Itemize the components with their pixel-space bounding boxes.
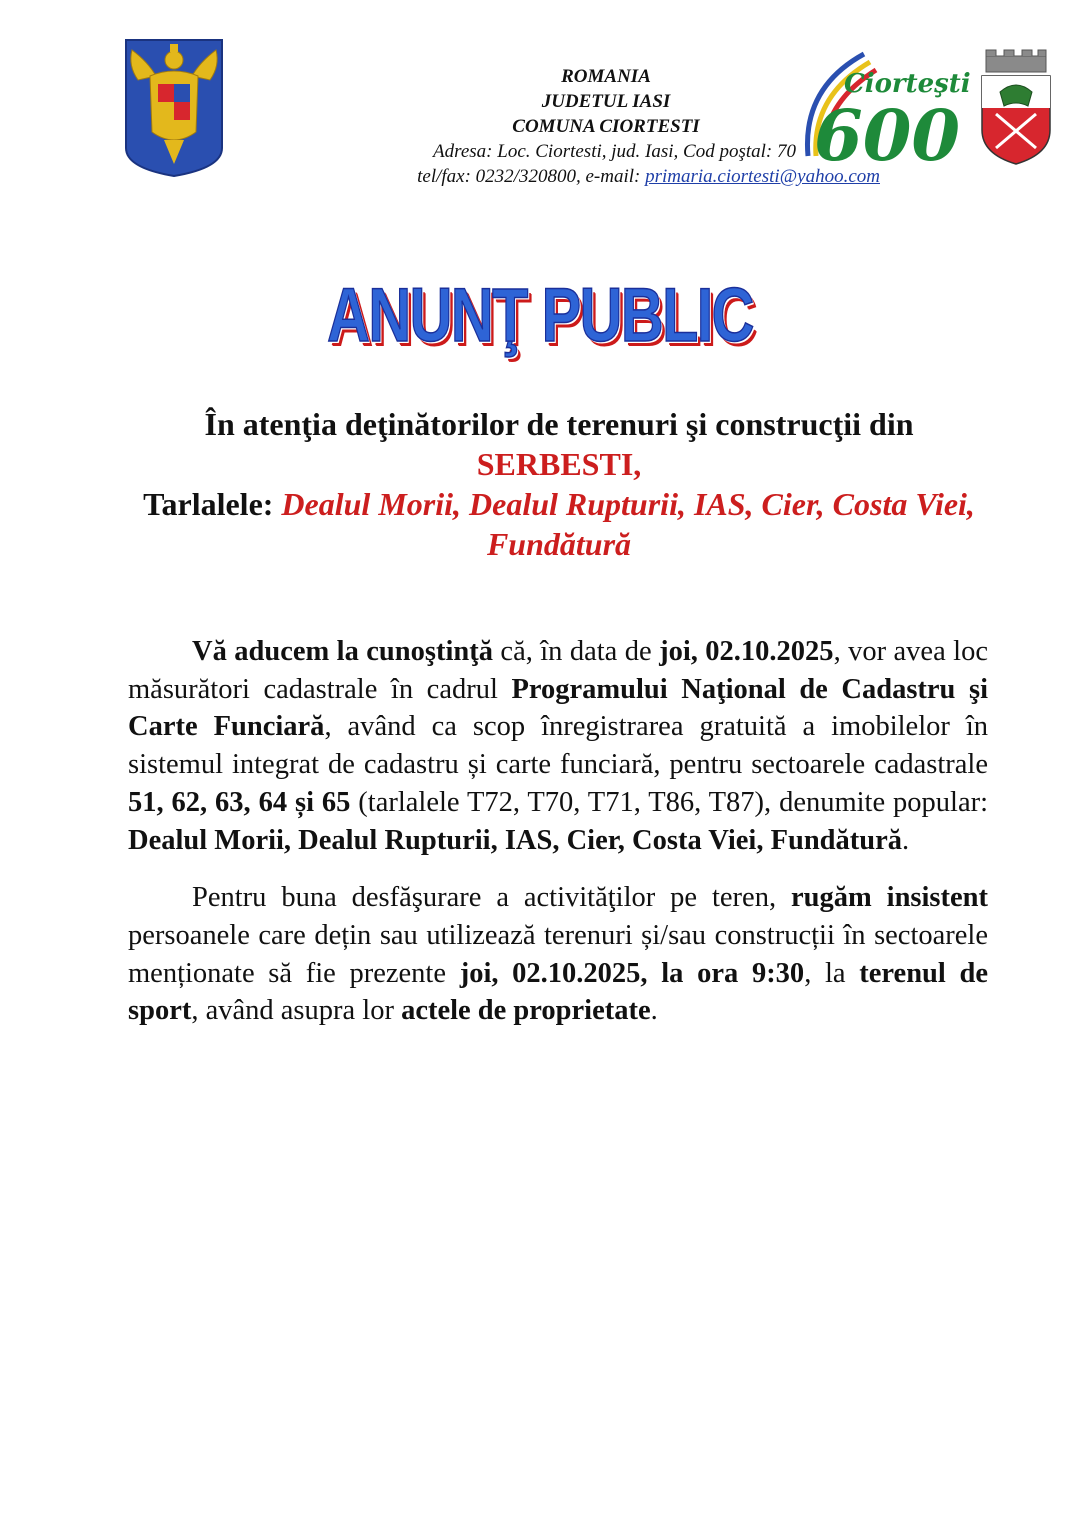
announcement-subheading <box>130 404 988 564</box>
paragraph-1 <box>128 633 988 859</box>
p2-text-3: , la <box>804 957 860 989</box>
subheading-line1: În atenţia deţinătorilor de terenuri şi construcţii din <box>204 406 914 442</box>
p2-documents: actele de proprietate <box>401 995 651 1027</box>
paragraph-2 <box>128 879 988 1030</box>
header-contact-prefix: tel/fax: 0232/320800, e-mail: <box>417 166 646 187</box>
p1-text-4: (tarlalele T72, T70, T71, T86, T87), denumite popular: <box>350 786 988 818</box>
announcement-title: ANUNŢ PUBLIC <box>327 273 753 358</box>
p1-date: joi, 02.10.2025 <box>659 636 834 667</box>
p1-text-2: , vor avea loc măsurători cadastrale în cadrul <box>128 636 988 705</box>
p2-text-4: , având asupra lor <box>191 995 402 1027</box>
ciortesti-600-logo-icon <box>794 48 971 177</box>
p1-text-1: că, în data de <box>492 636 660 667</box>
village-name: SERBESTI, <box>476 446 642 482</box>
p1-text-3: , având ca scop înregistrarea gratuită a imobilelor în sistemul integrat de cadastru și carte funciară, pentru sectoarele cadastrale <box>128 711 988 781</box>
header-country: ROMANIA <box>561 66 651 87</box>
romania-coat-of-arms-icon <box>124 36 224 178</box>
p2-text-2: persoanele care dețin sau utilizează terenuri și/sau construcții în sectoarele menționate să fie prezente <box>128 919 988 989</box>
p2-location: terenul de sport <box>128 957 988 1027</box>
commune-coat-of-arms-icon <box>978 48 1054 168</box>
p1-program: Programului Naţional de Cadastru şi Carte Funciară <box>128 673 988 743</box>
header-county: JUDETUL IASI <box>541 91 671 112</box>
p1-end: . <box>902 824 910 856</box>
email-link[interactable]: primaria.ciortesti@yahoo.com <box>645 166 880 187</box>
p2-request: rugăm insistent <box>791 882 989 914</box>
p1-intro: Vă aducem la cunoştinţă <box>192 636 493 667</box>
header-address: Adresa: Loc. Ciortesti, jud. Iasi, Cod poştal: 70 <box>433 141 796 162</box>
tarlale-line <box>130 484 988 564</box>
p2-end: . <box>650 995 658 1027</box>
logo-number-text: 600 <box>814 94 961 177</box>
p1-sectors: 51, 62, 63, 64 și 65 <box>128 786 351 818</box>
p2-text-1: Pentru buna desfăşurare a activităţilor pe teren, <box>192 882 791 914</box>
p1-places: Dealul Morii, Dealul Rupturii, IAS, Cier, Costa Viei, Fundătură <box>128 824 903 856</box>
p2-datetime: joi, 02.10.2025, la ora 9:30 <box>459 957 805 989</box>
tarlale-names: Dealul Morii, Dealul Rupturii, IAS, Cier, Costa Viei, Fundătură <box>281 486 975 562</box>
tarlale-label: Tarlalele: <box>143 486 282 522</box>
logo-script-text: Ciorteşti <box>844 69 971 99</box>
announcement-body <box>128 633 988 1050</box>
header-commune: COMUNA CIORTESTI <box>512 116 700 137</box>
